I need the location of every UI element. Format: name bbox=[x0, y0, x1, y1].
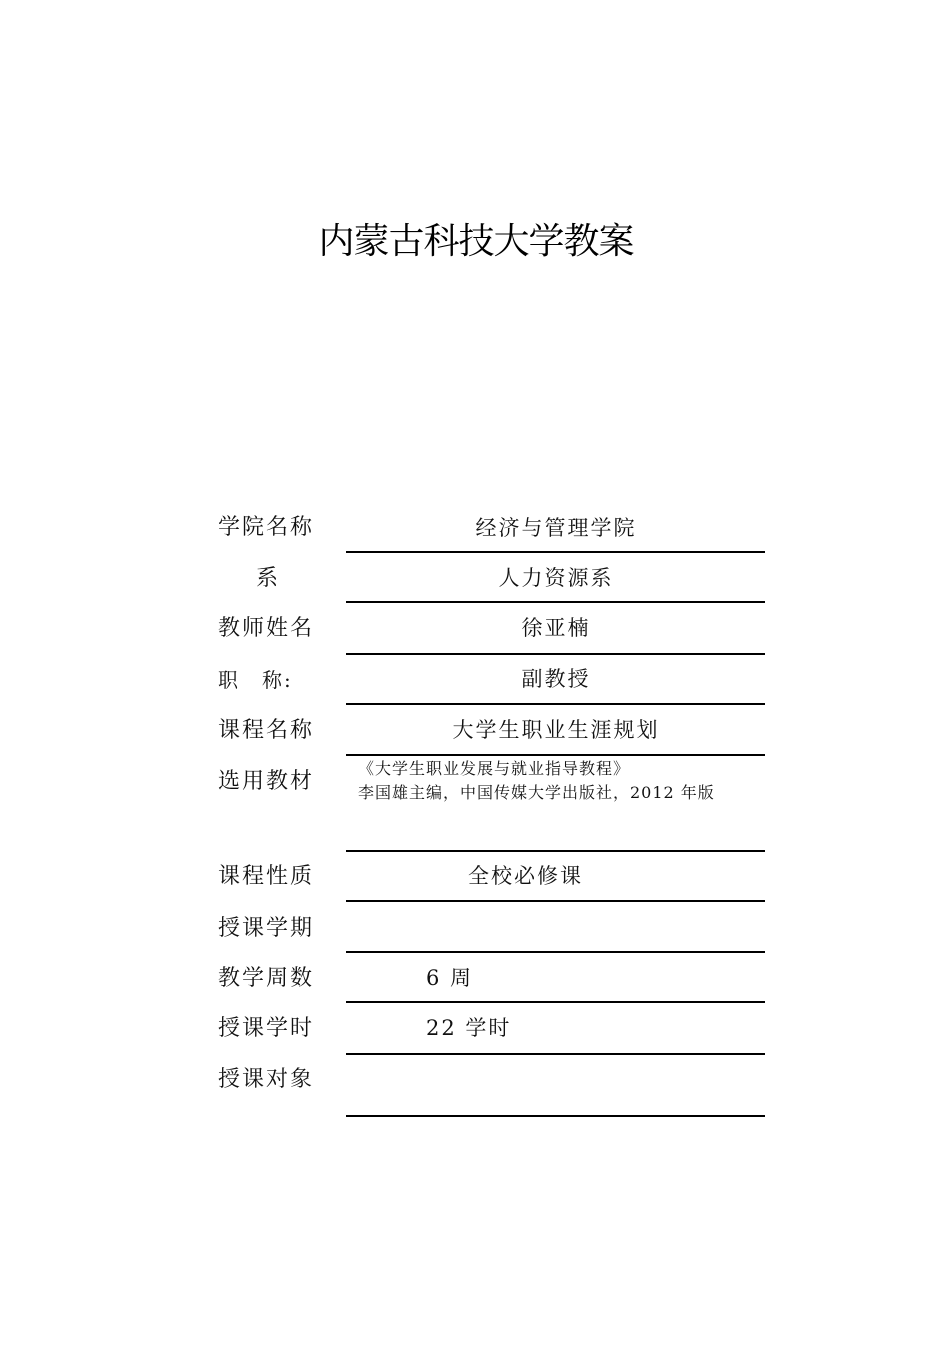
audience-underline bbox=[346, 1115, 765, 1117]
hours-value: 22 学时 bbox=[426, 1016, 512, 1040]
course-value: 大学生职业生涯规划 bbox=[452, 718, 660, 742]
course-type-label: 课程性质 bbox=[218, 864, 315, 889]
weeks-label: 教学周数 bbox=[218, 966, 315, 991]
textbook-underline bbox=[346, 850, 765, 852]
hours-label: 授课学时 bbox=[218, 1016, 315, 1041]
rank-label: 职 称: bbox=[218, 668, 293, 692]
audience-label: 授课对象 bbox=[218, 1067, 315, 1092]
textbook-label: 选用教材 bbox=[218, 769, 315, 794]
course-underline bbox=[346, 754, 765, 756]
hours-underline bbox=[346, 1053, 765, 1055]
term-label: 授课学期 bbox=[218, 916, 315, 941]
term-underline bbox=[346, 951, 765, 953]
college-underline bbox=[346, 551, 765, 553]
textbook-title: 《大学生职业发展与就业指导教程》 bbox=[358, 759, 631, 778]
weeks-underline bbox=[346, 1001, 765, 1003]
course-label: 课程名称 bbox=[218, 718, 315, 743]
department-value: 人力资源系 bbox=[498, 566, 614, 590]
college-label: 学院名称 bbox=[218, 515, 315, 540]
rank-value: 副教授 bbox=[521, 667, 591, 691]
rank-underline bbox=[346, 703, 765, 705]
course-type-value: 全校必修课 bbox=[468, 864, 583, 888]
teacher-value: 徐亚楠 bbox=[521, 616, 591, 640]
department-underline bbox=[346, 601, 765, 603]
weeks-value: 6 周 bbox=[426, 966, 474, 990]
document-title: 内蒙古科技大学教案 bbox=[318, 221, 634, 262]
teacher-label: 教师姓名 bbox=[218, 616, 315, 641]
teacher-underline bbox=[346, 653, 765, 655]
college-value: 经济与管理学院 bbox=[475, 516, 637, 540]
textbook-publisher: 李国雄主编，中国传媒大学出版社，2012 年版 bbox=[358, 783, 715, 802]
department-label: 系 bbox=[255, 566, 280, 591]
course-type-underline bbox=[346, 900, 765, 902]
